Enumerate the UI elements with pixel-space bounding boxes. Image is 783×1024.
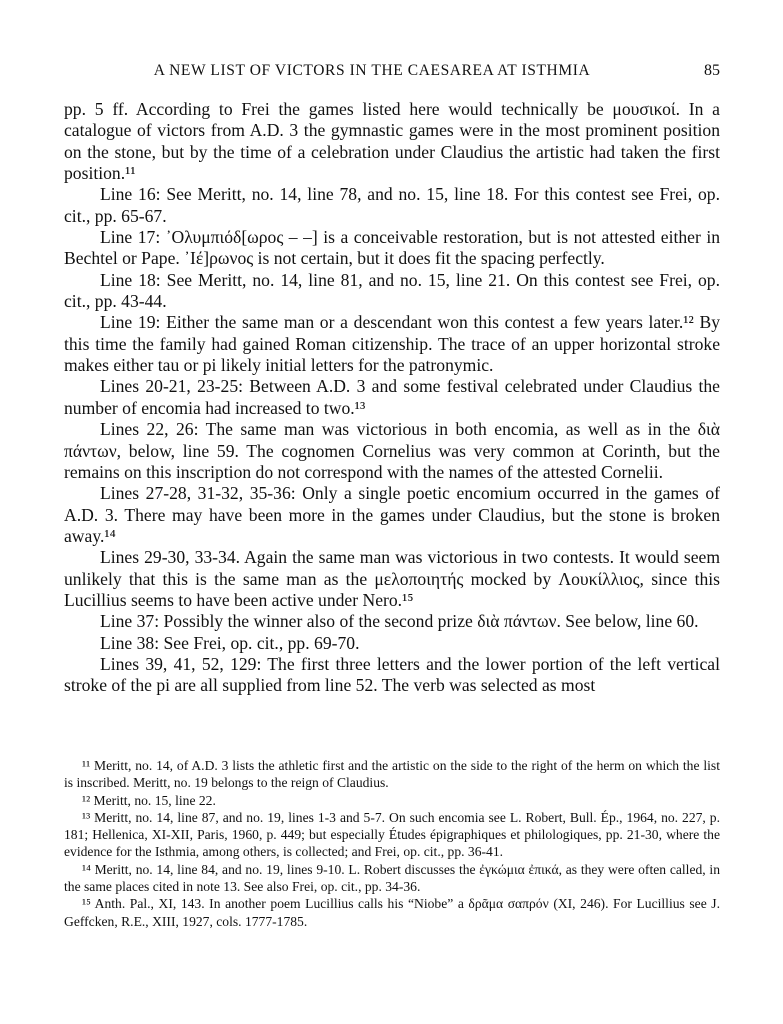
footnote: ¹⁴ Meritt, no. 14, line 84, and no. 19, lines 9-10. L. Robert discusses the ἐγκώμια ἐπικά, as they were often called, in the same places cited in note 13. See also Frei, op. cit., pp. 34-36.: [64, 861, 720, 895]
footnotes: [64, 757, 720, 930]
footnote: ¹¹ Meritt, no. 14, of A.D. 3 lists the athletic first and the artistic on the side to the right of the herm on which the list is inscribed. Meritt, no. 19 belongs to the reign of Claudius.: [64, 758, 720, 791]
paragraph: Line 38: See Frei, op. cit., pp. 69-70.: [100, 632, 360, 653]
footnote: ¹⁵ Anth. Pal., XI, 143. In another poem Lucillius calls his “Niobe” a δρᾶμα σαπρόν (XI, 246). For Lucillius see J. Geffcken, R.E., XIII, 1927, cols. 1777-1785.: [64, 896, 720, 929]
paragraph: Lines 39, 41, 52, 129: The first three letters and the lower portion of the left vertical stroke of the pi are all supplied from line 52. The verb was selected as most: [64, 653, 720, 696]
paragraph: Line 17: ᾿Ολυμπιόδ[ωρος – –] is a conceivable restoration, but is not attested either in Bechtel or Pape. ᾿Ιέ]ρωνος is not certain, but it does fit the spacing perfectly.: [64, 227, 720, 269]
page-header: [64, 62, 720, 84]
paragraph: Line 19: Either the same man or a descendant won this contest a few years later.¹² By this time the family had gained Roman citizenship. The trace of an upper horizontal stroke makes either tau or pi likely initial letters for the patronymic.: [64, 312, 720, 376]
footnote: ¹³ Meritt, no. 14, line 87, and no. 19, lines 1-3 and 5-7. On such encomia see L. Robert, Bull. Ép., 1964, no. 227, p. 181; Hellenica, XI-XII, Paris, 1960, p. 449; but especially Études épigraphiques et philologiques, pp. 21-30, where the evidence for the Isthmia, among others, is collected; and Frei, op. cit., pp. 36-41.: [64, 809, 720, 860]
paragraph: Line 18: See Meritt, no. 14, line 81, and no. 15, line 21. On this contest see Frei, op. cit., pp. 43-44.: [64, 269, 720, 312]
paragraph: Line 16: See Meritt, no. 14, line 78, and no. 15, line 18. For this contest see Frei, op. cit., pp. 65-67.: [64, 184, 720, 226]
paragraph: Lines 22, 26: The same man was victorious in both encomia, as well as in the διὰ πάντων, below, line 59. The cognomen Cornelius was very common at Corinth, but the remains on this inscription do not correspond with the names of the attested Cornelii.: [64, 419, 720, 482]
running-title: A NEW LIST OF VICTORS IN THE CAESAREA AT ISTHMIA: [153, 62, 591, 79]
paragraph: Lines 27-28, 31-32, 35-36: Only a single poetic encomium occurred in the games of A.D. 3. There may have been more in the games under Claudius, but the stone is broken away.¹⁴: [64, 483, 720, 546]
body-text: [64, 99, 720, 697]
paragraph: Lines 20-21, 23-25: Between A.D. 3 and some festival celebrated under Claudius the number of encomia had increased to two.¹³: [64, 376, 720, 418]
paragraph: pp. 5 ff. According to Frei the games listed here would technically be μουσικοί. In a catalogue of victors from A.D. 3 the gymnastic games were in the most prominent position on the stone, but by the time of a celebration under Claudius the artistic had taken the first position.¹¹: [64, 99, 720, 184]
paragraph: Lines 29-30, 33-34. Again the same man was victorious in two contests. It would seem unlikely that this is the same man as the μελοποιητής mocked by Λουκίλλιος, since this Lucillius seems to have been active under Nero.¹⁵: [64, 547, 720, 610]
footnote: ¹² Meritt, no. 15, line 22.: [82, 792, 216, 808]
paragraph: Line 37: Possibly the winner also of the second prize διὰ πάντων. See below, line 60.: [100, 611, 699, 632]
page-number: 85: [704, 62, 720, 79]
